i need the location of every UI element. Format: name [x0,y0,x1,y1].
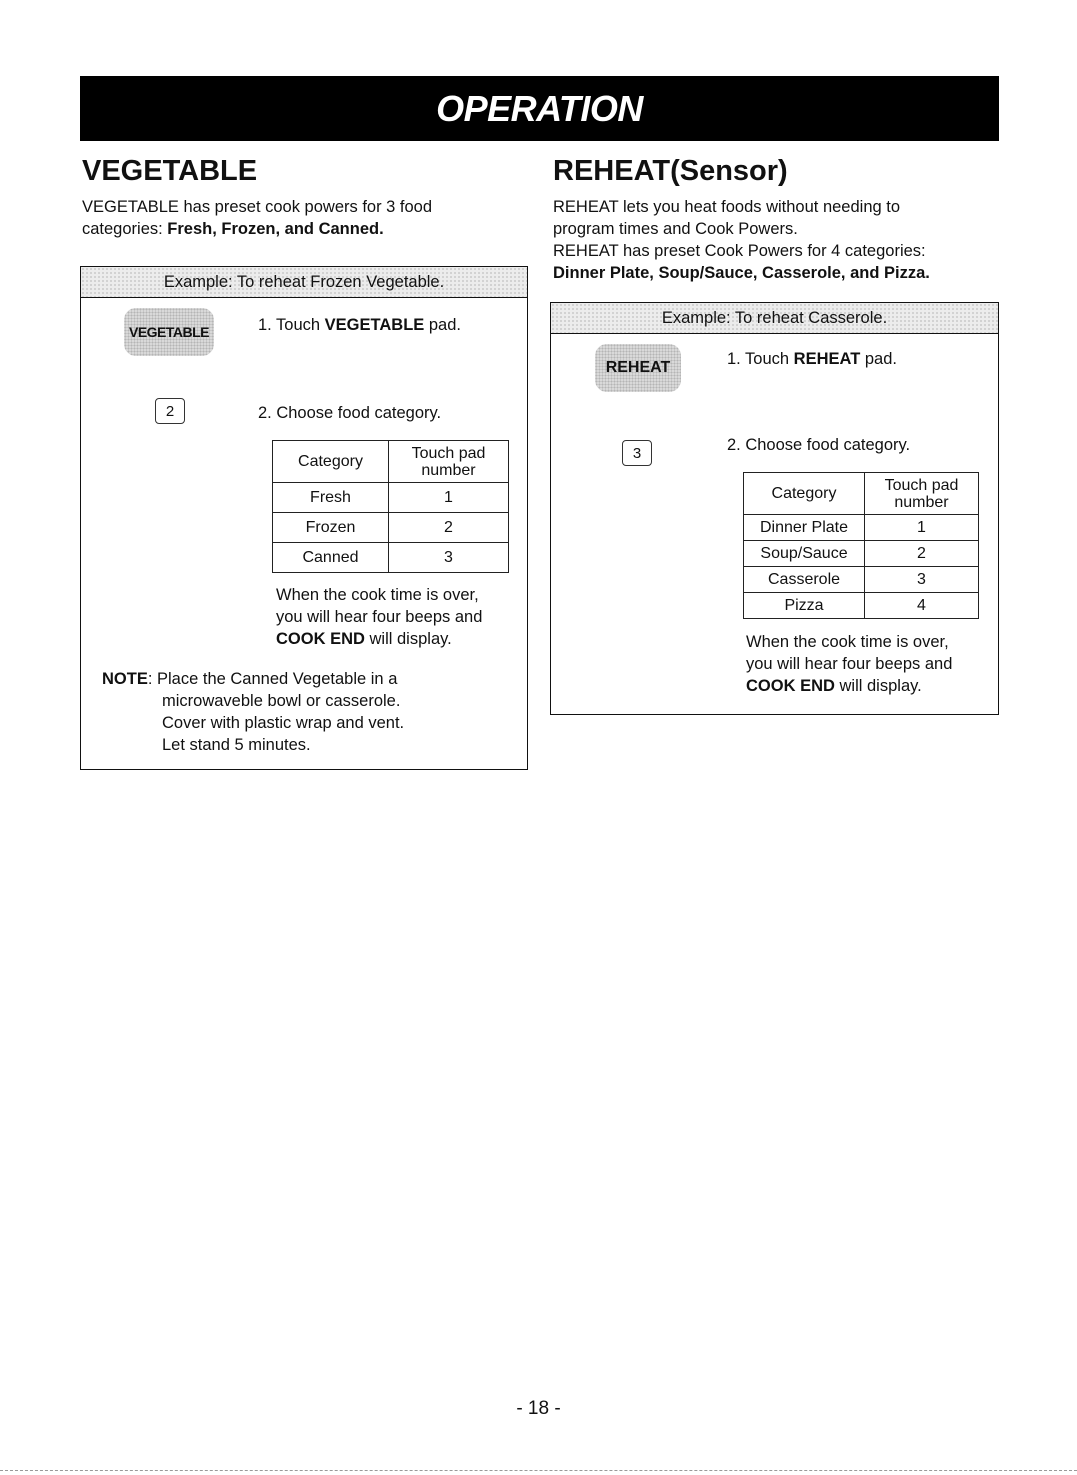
row-category: Dinner Plate [744,515,865,541]
end-line2: you will hear four beeps and [746,655,953,673]
reheat-end-message [746,631,952,697]
vegetable-note [102,668,404,756]
end-line1: When the cook time is over, [746,633,949,651]
row-number: 2 [389,513,509,543]
reheat-intro-line1: REHEAT lets you heat foods without needing to [553,198,901,216]
note-line2: microwaveble bowl or casserole. [162,692,401,710]
banner-title: OPERATION [436,87,643,129]
reheat-intro-line3: REHEAT has preset Cook Powers for 4 categories: [553,242,926,260]
table-row [744,541,979,567]
end-line3 [276,628,482,650]
number-key-2: 2 [155,398,185,424]
page-number: - 18 - [516,1398,561,1419]
row-category: Fresh [273,483,389,513]
reheat-step1-prefix: 1. Touch [727,350,794,368]
header-touch-pad [865,473,979,515]
note-line1-text: : Place the Canned Vegetable in a [147,670,398,688]
reheat-intro-bold: Dinner Plate, Soup/Sauce, Casserole, and Pizza. [553,264,930,282]
end-bold: COOK END [276,630,365,648]
reheat-intro [553,196,993,284]
vegetable-intro-line2 [82,218,522,240]
header-touch-pad [389,441,509,483]
reheat-step1 [727,350,897,369]
row-category: Soup/Sauce [744,541,865,567]
operation-banner [80,76,999,141]
note-label: NOTE [102,670,148,688]
row-category: Canned [273,543,389,573]
header-category: Category [744,473,865,515]
row-category: Frozen [273,513,389,543]
vegetable-pad-button: VEGETABLE [124,308,214,356]
table-row [744,593,979,619]
row-category: Pizza [744,593,865,619]
reheat-title: REHEAT(Sensor) [553,155,788,187]
table-row [744,567,979,593]
reheat-intro-line2: program times and Cook Powers. [553,220,798,238]
number-key-3: 3 [622,440,652,466]
header-touch-line1: Touch pad [411,444,486,462]
vegetable-intro [82,196,522,240]
vegetable-intro-line1: VEGETABLE has preset cook powers for 3 food [82,198,433,216]
row-number: 3 [389,543,509,573]
row-category: Casserole [744,567,865,593]
reheat-step1-bold: REHEAT [793,350,861,368]
vegetable-end-message [276,584,482,650]
row-number: 1 [389,483,509,513]
vegetable-step1 [258,316,461,335]
row-number: 4 [865,593,979,619]
vegetable-intro-bold: Fresh, Frozen, and Canned. [167,220,384,238]
table-header-row [273,441,509,483]
row-number: 2 [865,541,979,567]
table-header-row [744,473,979,515]
footer-divider [0,1470,1077,1471]
end-suffix: will display. [834,677,922,695]
row-number: 3 [865,567,979,593]
end-bold: COOK END [746,677,835,695]
vegetable-step1-bold: VEGETABLE [324,316,425,334]
vegetable-title: VEGETABLE [82,155,258,187]
table-row [273,483,509,513]
vegetable-step2: 2. Choose food category. [258,404,442,422]
vegetable-step1-prefix: 1. Touch [258,316,325,334]
reheat-category-table [743,472,979,619]
reheat-pad-button: REHEAT [595,344,681,392]
table-row [273,513,509,543]
table-row [273,543,509,573]
note-line1 [102,668,404,690]
vegetable-example-bar: Example: To reheat Frozen Vegetable. [81,267,527,298]
vegetable-intro-prefix: categories: [82,220,168,238]
end-line3 [746,675,952,697]
end-line2: you will hear four beeps and [276,608,483,626]
vegetable-category-table [272,440,509,573]
header-category: Category [273,441,389,483]
reheat-example-bar: Example: To reheat Casserole. [551,303,998,334]
end-line1: When the cook time is over, [276,586,479,604]
table-row [744,515,979,541]
reheat-step1-suffix: pad. [860,350,897,368]
reheat-step2: 2. Choose food category. [727,436,911,454]
note-line3: Cover with plastic wrap and vent. [162,714,405,732]
header-touch-line1: Touch pad [884,476,959,494]
header-touch-line2: number [421,461,476,479]
end-suffix: will display. [364,630,452,648]
note-line4: Let stand 5 minutes. [162,736,311,754]
reheat-intro-line4 [553,262,993,284]
header-touch-line2: number [894,493,949,511]
vegetable-step1-suffix: pad. [424,316,461,334]
row-number: 1 [865,515,979,541]
